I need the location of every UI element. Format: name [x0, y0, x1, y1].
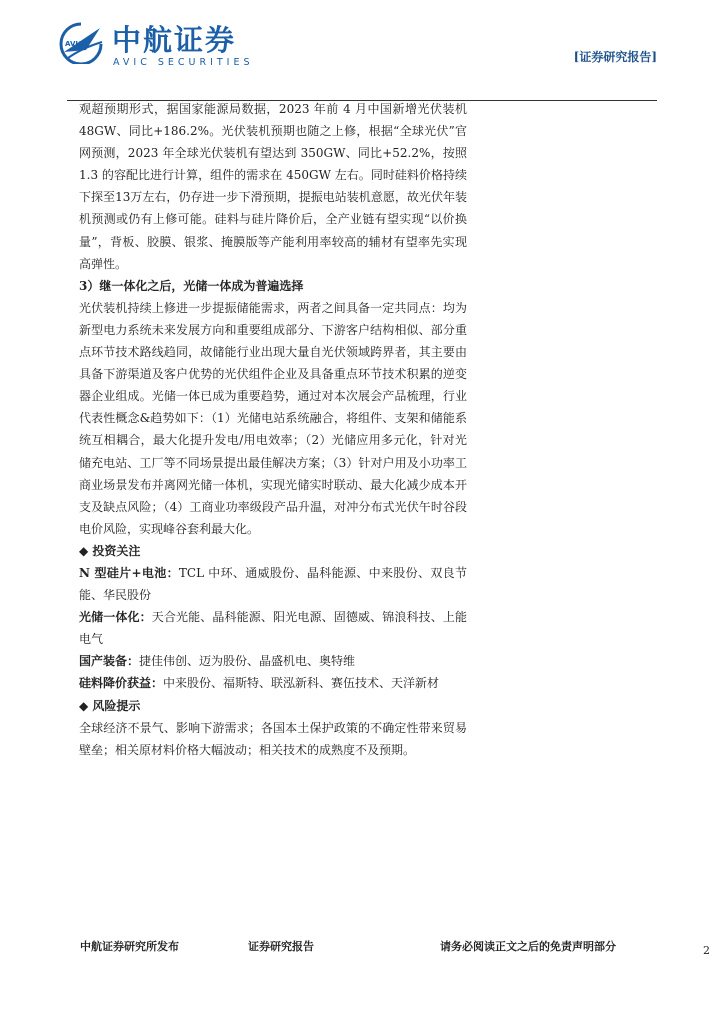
invest-item-lead: 硅料降价获益：: [79, 676, 164, 691]
brand-name-cn: 中航证券: [112, 23, 237, 57]
section-heading-risk: ◆ 风险提示: [79, 698, 141, 713]
report-type-tag: [证券研究报告]: [573, 50, 657, 64]
paragraph-market-outlook: 观超预期形式，据国家能源局数据，2023 年前 4 月中国新增光伏装机 48GW、同比+186.2%。光伏装机预期也随之上修，根据“全球光伏”官网预测，2023 年全球光伏装机有望达到 350GW、同比+52.2%，按照 1.3 的容配比进行计算，组件的需求在 450GW 左右。同时硅料价格持续下探至13万左右，仍存进一步下滑预期，提振电站装机意愿，故光伏年装机预测或仍有上修可能。硅料与硅片降价后，全产业链有望实现“以价换量”，背板、胶膜、银浆、掩膜版等产能利用率较高的辅材有望率先实现高弹性。: [79, 102, 467, 271]
invest-item-lead: 国产装备：: [79, 654, 140, 669]
invest-item-lead: 光储一体化：: [79, 610, 152, 625]
avic-logo-icon: [56, 22, 106, 64]
invest-item-text: 捷佳伟创、迈为股份、晶盛机电、奥特维: [139, 654, 356, 669]
invest-item: [79, 562, 467, 606]
paragraph-risk: 全球经济不景气、影响下游需求；各国本土保护政策的不确定性带来贸易壁垒；相关原材料价格大幅波动；相关技术的成熟度不及预期。: [79, 720, 467, 757]
invest-item: [79, 672, 467, 694]
invest-item-text: TCL 中环、通威股份、晶科能源、中来股份、双良节能、华民股份: [79, 565, 467, 603]
section-heading-invest: ◆ 投资关注: [79, 543, 141, 558]
invest-item-lead: N 型硅片+电池：: [79, 565, 179, 580]
invest-item: [79, 650, 467, 672]
invest-item-text: 中来股份、福斯特、联泓新科、赛伍技术、天洋新材: [163, 676, 440, 691]
report-body: [79, 98, 467, 761]
paragraph-storage: 光伏装机持续上修进一步提振储能需求，两者之间具备一定共同点：均为新型电力系统未来发展方向和重要组成部分、下游客户结构相似、部分重点环节技术路线趋同，故储能行业出现大量自光伏领域跨界者，其主要由具备下游渠道及客户优势的光伏组件企业及具备重点环节技术积累的逆变器企业组成。光储一体已成为重要趋势，通过对本次展会产品梳理，行业代表性概念&趋势如下：（1）光储电站系统融合，将组件、支架和储能系统互相耦合，最大化提升发电/用电效率；（2）光储应用多元化，针对光储充电站、工厂等不同场景提出最佳解决方案；（3）针对户用及小功率工商业场景发布并离网光储一体机，实现光储实时联动、最大化减少成本开支及缺点风险；（4）工商业功率级段产品升温，对冲分布式光伏午时谷段电价风险，实现峰谷套利最大化。: [79, 300, 467, 536]
invest-item: [79, 606, 467, 650]
invest-item-text: 天合光能、晶科能源、阳光电源、固德威、锦浪科技、上能电气: [79, 610, 467, 647]
page-number: 2: [703, 944, 710, 957]
page-footer: [0, 936, 724, 960]
brand-name-en: AVIC SECURITIES: [113, 57, 254, 68]
page-header: [0, 0, 724, 100]
footer-disclaimer: 请务必阅读正文之后的免责声明部分: [440, 940, 616, 953]
footer-publisher: 中航证券研究所发布: [80, 940, 179, 953]
svg-text:AVIC: AVIC: [65, 40, 84, 48]
subheading-storage: 3）继一体化之后，光储一体成为普遍选择: [79, 278, 304, 293]
footer-doc-type: 证券研究报告: [248, 940, 314, 953]
